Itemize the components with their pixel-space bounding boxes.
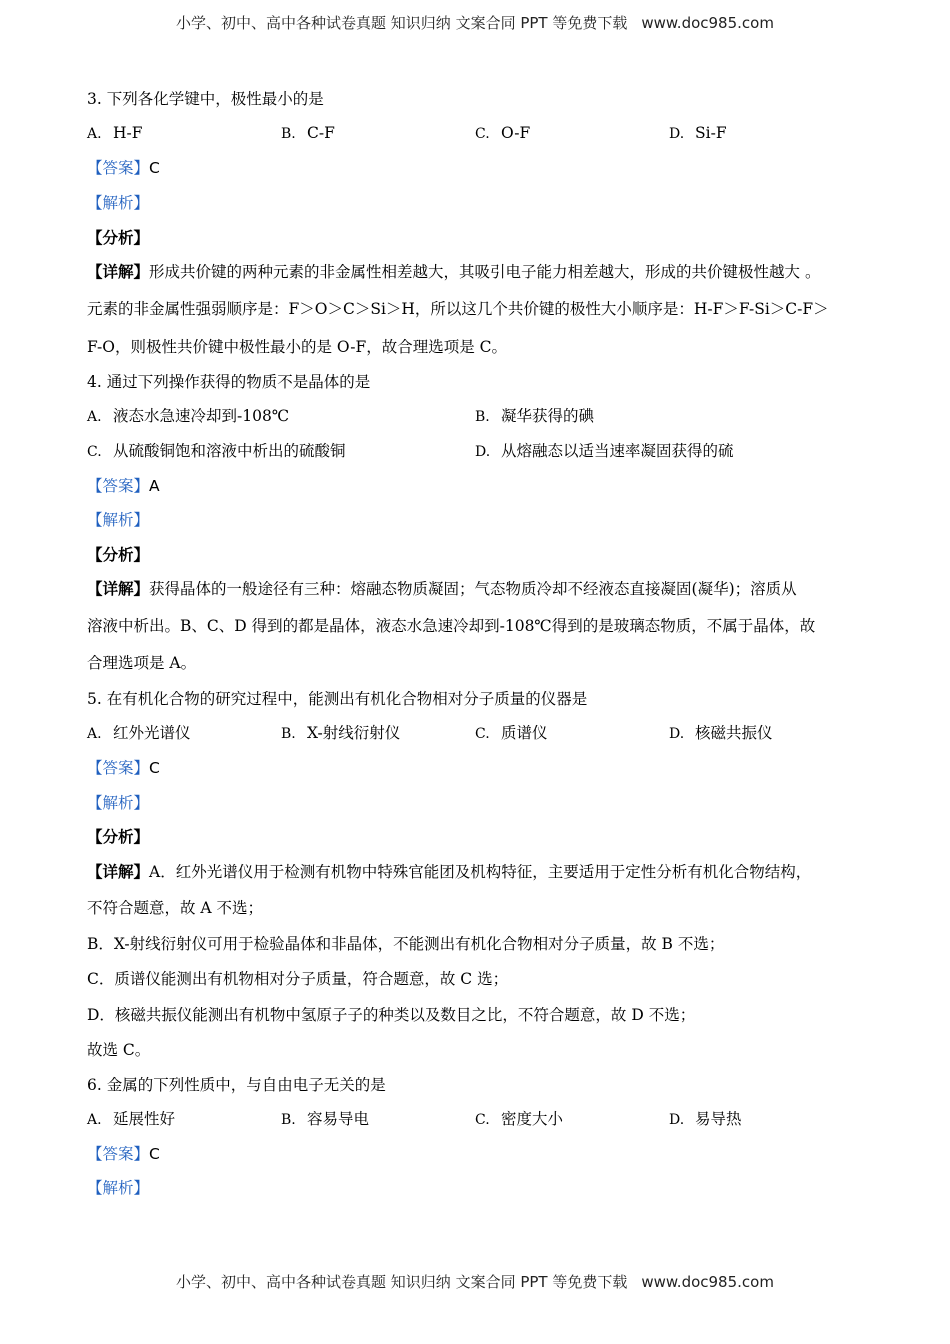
option-letter: C. [87, 444, 102, 460]
q3-answer [87, 158, 160, 178]
question-5-stem: 5. 在有机化合物的研究过程中，能测出有机化合物相对分子质量的仪器是 [87, 690, 588, 708]
q3-option-c [475, 123, 530, 144]
q4-detail-line-2: 溶液中析出。B、C、D 得到的都是晶体，液态水急速冷却到-108℃得到的是玻璃态物质，不属于晶体，故 [87, 617, 816, 635]
option-letter: C. [475, 726, 490, 742]
footer-url[interactable]: www.doc985.com [641, 1273, 774, 1291]
q5-jiexi-label: 【解析】 [87, 794, 150, 812]
answer-label: 【答案】 [87, 759, 150, 777]
detail-text: 形成共价键的两种元素的非金属性相差越大，其吸引电子能力相差越大，形成的共价键极性越大 。 [149, 263, 821, 281]
q3-detail-line-3: F-O，则极性共价键中极性最小的是 O-F，故合理选项是 C。 [87, 338, 507, 356]
detail-text: A．红外光谱仪用于检测有机物中特殊官能团及机构特征，主要适用于定性分析有机化合物结构， [149, 863, 812, 881]
option-text: 从硫酸铜饱和溶液中析出的硫酸铜 [113, 442, 346, 460]
q5-detail-line-6: 故选 C。 [87, 1041, 151, 1059]
header-text: 小学、初中、高中各种试卷真题 知识归纳 文案合同 PPT 等免费下载 [176, 14, 628, 32]
option-text: 从熔融态以适当速率凝固获得的硫 [501, 442, 734, 460]
option-letter: D. [669, 726, 685, 742]
q4-fenxi-label: 【分析】 [87, 545, 150, 564]
question-4-stem: 4. 通过下列操作获得的物质不是晶体的是 [87, 373, 371, 391]
option-letter: A. [87, 726, 102, 742]
detail-text: 获得晶体的一般途径有三种：熔融态物质凝固；气态物质冷却不经液态直接凝固(凝华)；溶质从 [149, 580, 797, 598]
option-letter: B. [281, 1112, 296, 1128]
option-text: 容易导电 [307, 1110, 370, 1128]
option-letter: B. [475, 409, 490, 425]
page-footer [0, 1271, 950, 1292]
option-letter: B. [281, 726, 296, 742]
q3-detail-line-1 [87, 262, 820, 282]
answer-value: A [149, 477, 160, 495]
q6-jiexi-label: 【解析】 [87, 1179, 150, 1197]
option-letter: C. [475, 1112, 490, 1128]
q6-option-c [475, 1109, 563, 1130]
q3-detail-line-2: 元素的非金属性强弱顺序是：F＞O＞C＞Si＞H，所以这几个共价键的极性大小顺序是：H-F＞F-Si＞C-F＞ [87, 300, 829, 318]
q3-fenxi-label: 【分析】 [87, 228, 150, 247]
q6-answer [87, 1144, 160, 1164]
q4-jiexi-label: 【解析】 [87, 511, 150, 529]
q4-option-a [87, 406, 289, 427]
q4-option-b [475, 406, 594, 427]
header-url[interactable]: www.doc985.com [641, 14, 774, 32]
q5-detail-line-1 [87, 862, 811, 882]
q5-option-d [669, 723, 773, 744]
q5-detail-line-4: C．质谱仪能测出有机物相对分子质量，符合题意，故 C 选； [87, 970, 509, 988]
option-letter: A. [87, 126, 102, 142]
option-letter: D. [475, 444, 491, 460]
option-text: 红外光谱仪 [113, 724, 191, 742]
option-letter: D. [669, 126, 685, 142]
q4-detail-line-1 [87, 579, 797, 599]
option-text: 质谱仪 [501, 724, 548, 742]
q6-option-d [669, 1109, 742, 1130]
answer-value: C [149, 759, 160, 777]
option-text: 凝华获得的碘 [501, 407, 595, 425]
option-text: X-射线衍射仪 [307, 724, 401, 742]
answer-value: C [149, 159, 160, 177]
xiangjie-label: 【详解】 [87, 579, 150, 598]
answer-label: 【答案】 [87, 477, 150, 495]
q5-answer [87, 758, 160, 778]
q4-detail-line-3: 合理选项是 A。 [87, 654, 197, 672]
question-6-stem: 6. 金属的下列性质中，与自由电子无关的是 [87, 1076, 386, 1094]
footer-text: 小学、初中、高中各种试卷真题 知识归纳 文案合同 PPT 等免费下载 [176, 1273, 628, 1291]
option-text: 易导热 [695, 1110, 742, 1128]
q5-option-a [87, 723, 191, 744]
option-text: 液态水急速冷却到-108℃ [113, 407, 290, 425]
q4-answer [87, 476, 160, 496]
q5-fenxi-label: 【分析】 [87, 827, 150, 846]
answer-value: C [149, 1145, 160, 1163]
option-letter: C. [475, 126, 490, 142]
q5-option-c [475, 723, 548, 744]
option-text: Si-F [695, 124, 727, 142]
q5-detail-line-3: B．X-射线衍射仪可用于检验晶体和非晶体，不能测出有机化合物相对分子质量，故 B 不选； [87, 935, 725, 953]
option-text: 核磁共振仪 [695, 724, 773, 742]
q3-option-b [281, 123, 335, 144]
option-letter: D. [669, 1112, 685, 1128]
option-text: H-F [113, 124, 143, 142]
q5-detail-line-2: 不符合题意，故 A 不选； [87, 899, 264, 917]
xiangjie-label: 【详解】 [87, 262, 150, 281]
option-letter: A. [87, 1112, 102, 1128]
question-3-stem: 3. 下列各化学键中，极性最小的是 [87, 90, 324, 108]
xiangjie-label: 【详解】 [87, 862, 150, 881]
q6-option-a [87, 1109, 175, 1130]
q4-option-d [475, 441, 734, 462]
page-header [0, 12, 950, 33]
option-text: O-F [501, 124, 531, 142]
answer-label: 【答案】 [87, 1145, 150, 1163]
answer-label: 【答案】 [87, 159, 150, 177]
q5-option-b [281, 723, 400, 744]
option-text: 密度大小 [501, 1110, 564, 1128]
q3-jiexi-label: 【解析】 [87, 194, 150, 212]
option-text: 延展性好 [113, 1110, 176, 1128]
q3-option-d [669, 123, 727, 144]
q6-option-b [281, 1109, 369, 1130]
option-letter: B. [281, 126, 296, 142]
q5-detail-line-5: D．核磁共振仪能测出有机物中氢原子子的种类以及数目之比，不符合题意，故 D 不选； [87, 1006, 696, 1024]
option-letter: A. [87, 409, 102, 425]
q3-option-a [87, 123, 143, 144]
q4-option-c [87, 441, 346, 462]
option-text: C-F [307, 124, 335, 142]
